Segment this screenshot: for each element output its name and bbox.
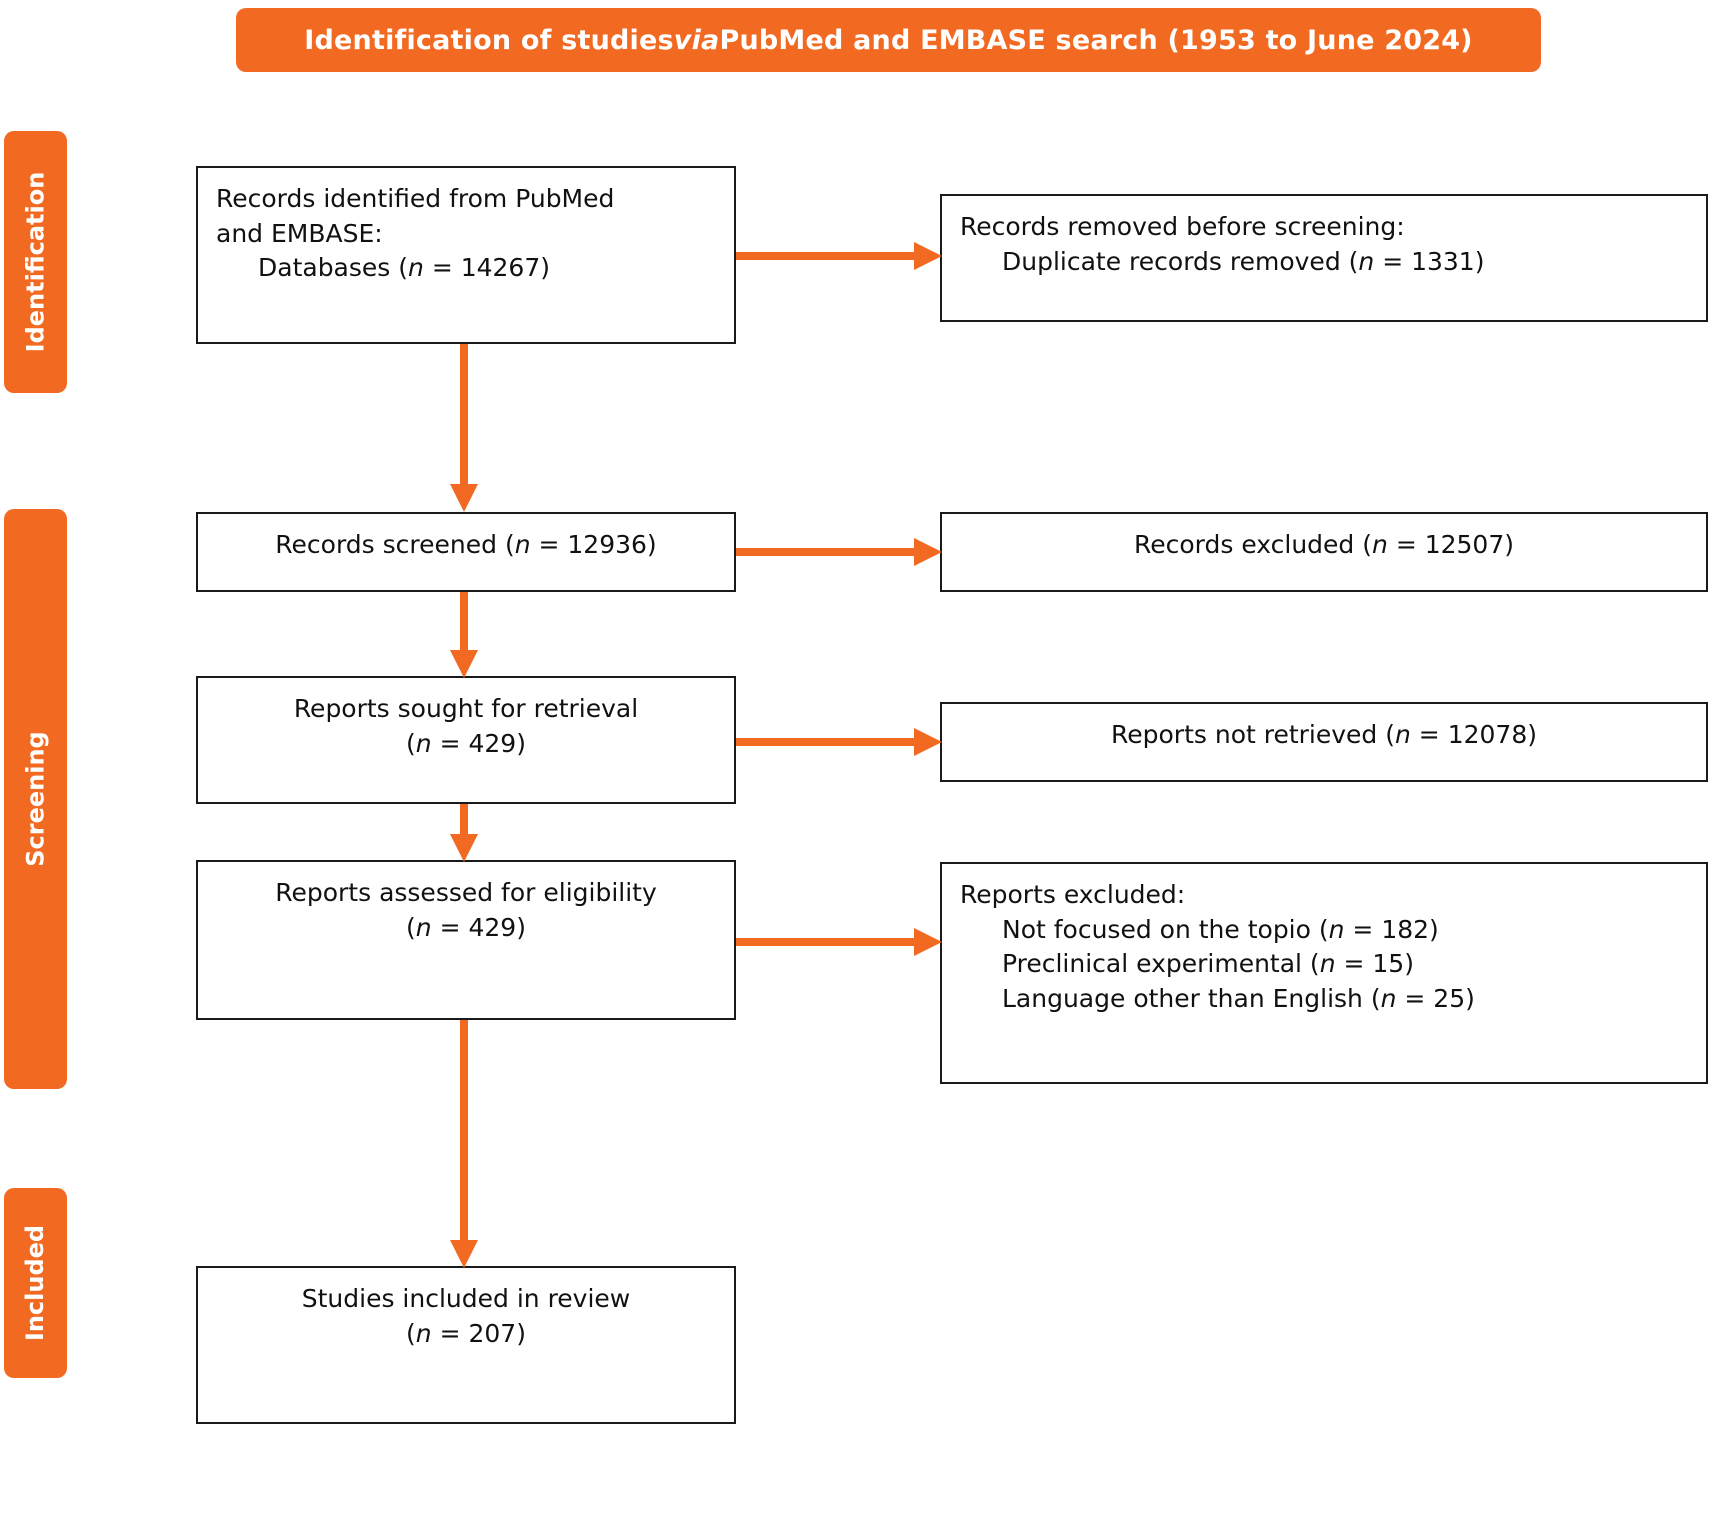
arrow-screened-to-excluded: [736, 534, 946, 570]
reports-assessed-var: n: [415, 912, 432, 942]
records-excluded-prefix: Records excluded (: [1134, 530, 1373, 559]
stage-label-screening: [4, 509, 67, 1089]
box-reports-excluded-reasons: [940, 862, 1708, 1084]
records-identified-databases: [216, 251, 716, 286]
records-identified-databases-var: n: [408, 253, 424, 282]
reports-not-retrieved-suffix: = 12078): [1410, 720, 1537, 749]
arrow-assessed-to-included: [446, 1020, 482, 1270]
diagram-title-part1: Identification of studies: [304, 24, 674, 56]
reports-excluded-item-3: [960, 982, 1688, 1017]
arrow-sought-to-assessed: [446, 804, 482, 864]
reports-assessed-suffix: = 429): [431, 912, 526, 942]
records-excluded-var: n: [1372, 530, 1388, 559]
box-records-removed: [940, 194, 1708, 322]
records-removed-title: Records removed before screening:: [960, 212, 1405, 241]
box-reports-not-retrieved: [940, 702, 1708, 782]
studies-included-line1: Studies included in review: [301, 1284, 631, 1313]
box-reports-sought: [196, 676, 736, 804]
arrow-sought-to-not-retrieved: [736, 724, 946, 760]
records-identified-line1: Records identified from PubMed: [216, 184, 615, 213]
records-excluded-suffix: = 12507): [1387, 530, 1514, 559]
box-reports-assessed: [196, 860, 736, 1020]
reports-excluded-item-1-var: n: [1328, 914, 1345, 944]
diagram-title-italic: via: [673, 24, 720, 56]
reports-excluded-item-3-suffix: = 25): [1396, 983, 1475, 1013]
reports-assessed-line1: Reports assessed for eligibility: [275, 878, 657, 907]
reports-sought-var: n: [415, 728, 432, 758]
records-identified-line2: and EMBASE:: [216, 218, 383, 248]
reports-excluded-title: Reports excluded:: [960, 880, 1186, 909]
records-removed-duplicates: [960, 245, 1688, 280]
reports-not-retrieved-var: n: [1395, 720, 1411, 749]
records-screened-prefix: Records screened (: [275, 530, 515, 559]
box-studies-included: [196, 1266, 736, 1424]
records-screened-suffix: = 12936): [530, 530, 657, 559]
diagram-title-part2: PubMed and EMBASE search (1953 to June 2024): [719, 24, 1473, 56]
records-removed-duplicates-suffix: = 1331): [1374, 246, 1485, 276]
records-screened-var: n: [514, 530, 531, 559]
stage-label-screening-text: Screening: [21, 731, 50, 867]
reports-excluded-item-1: [960, 913, 1688, 948]
reports-excluded-item-1-suffix: = 182): [1344, 914, 1439, 944]
diagram-title-banner: [236, 8, 1541, 72]
reports-excluded-item-2-prefix: Preclinical experimental (: [1002, 949, 1320, 978]
records-screened-text: [216, 528, 716, 563]
reports-sought-line2: [216, 727, 716, 762]
studies-included-prefix: (: [406, 1318, 416, 1348]
reports-sought-suffix: = 429): [431, 728, 526, 758]
reports-excluded-item-2: [960, 947, 1688, 982]
stage-label-identification-text: Identification: [21, 171, 50, 353]
reports-excluded-item-2-var: n: [1319, 949, 1336, 978]
reports-assessed-line2: [216, 911, 716, 946]
records-identified-databases-suffix: = 14267): [423, 253, 550, 282]
box-records-screened: [196, 512, 736, 592]
stage-label-included-text: Included: [21, 1224, 50, 1342]
studies-included-line2: [216, 1317, 716, 1352]
reports-excluded-item-3-var: n: [1380, 983, 1397, 1013]
reports-sought-line1: Reports sought for retrieval: [293, 694, 639, 723]
stage-label-included: [4, 1188, 67, 1378]
records-removed-duplicates-prefix: Duplicate records removed (: [1002, 246, 1359, 276]
arrow-assessed-to-reports-excluded: [736, 924, 946, 960]
records-identified-databases-prefix: Databases (: [258, 253, 409, 282]
reports-excluded-item-1-prefix: Not focused on the topio (: [1002, 914, 1329, 944]
studies-included-var: n: [415, 1318, 432, 1348]
box-records-identified: [196, 166, 736, 344]
stage-label-identification: [4, 131, 67, 393]
records-excluded-text: [960, 528, 1688, 563]
reports-excluded-item-2-suffix: = 15): [1335, 949, 1414, 978]
reports-not-retrieved-text: [960, 718, 1688, 753]
studies-included-suffix: = 207): [431, 1318, 526, 1348]
records-removed-duplicates-var: n: [1358, 246, 1375, 276]
arrow-screened-to-sought: [446, 592, 482, 680]
arrow-identified-to-removed: [736, 238, 946, 274]
reports-assessed-prefix: (: [406, 912, 416, 942]
box-records-excluded: [940, 512, 1708, 592]
reports-not-retrieved-prefix: Reports not retrieved (: [1111, 720, 1395, 749]
arrow-identified-to-screened: [446, 344, 482, 514]
reports-sought-prefix: (: [406, 728, 416, 758]
reports-excluded-item-3-prefix: Language other than English (: [1002, 983, 1381, 1013]
